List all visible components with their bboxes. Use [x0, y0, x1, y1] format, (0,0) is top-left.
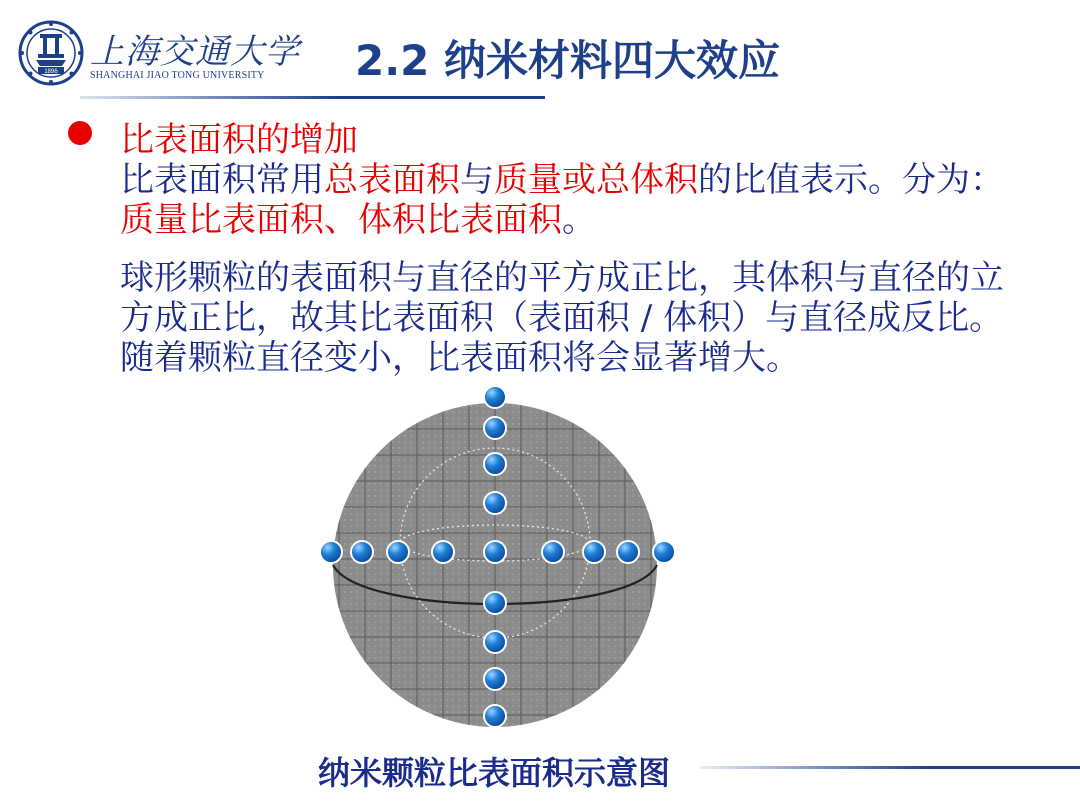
- para1-text-1: 比表面积常用: [120, 160, 324, 200]
- para1-highlight-mass-volume: 质量或总体积: [494, 160, 698, 200]
- university-emblem-icon: [18, 20, 84, 86]
- atom: [484, 631, 506, 653]
- atom: [484, 592, 506, 614]
- atom: [484, 453, 506, 475]
- university-logo: [18, 20, 300, 90]
- atom: [542, 541, 564, 563]
- definition-paragraph: [120, 160, 1010, 240]
- atom: [351, 541, 373, 563]
- atom: [484, 668, 506, 690]
- red-bullet-icon: [68, 121, 92, 145]
- atom: [583, 541, 605, 563]
- page-title: 2.2 纳米材料四大效应: [355, 36, 781, 85]
- atom: [387, 541, 409, 563]
- para1-highlight-types: 质量比表面积、体积比表面积: [120, 200, 562, 240]
- university-name-cn: 上海交通大学: [90, 32, 300, 72]
- para1-text-2: 与: [460, 160, 494, 200]
- caption-divider: [700, 766, 1080, 769]
- atom: [484, 386, 506, 408]
- atom: [432, 541, 454, 563]
- university-name-en: SHANGHAI JIAO TONG UNIVERSITY: [90, 70, 265, 81]
- atom: [617, 541, 639, 563]
- atom: [484, 541, 506, 563]
- figure-caption: 纳米颗粒比表面积示意图: [318, 754, 671, 792]
- emblem-year: 1896: [44, 69, 58, 75]
- atom: [484, 492, 506, 514]
- atom: [484, 705, 506, 727]
- para1-text-4: 。: [562, 200, 596, 240]
- para1-text-3: 的比值表示。分为：: [698, 160, 1004, 200]
- atom: [484, 417, 506, 439]
- nanoparticle-diagram: [300, 385, 700, 730]
- explanation-paragraph: 球形颗粒的表面积与直径的平方成正比，其体积与直径的立方成正比，故其比表面积（表面积 / 体积）与直径成反比。随着颗粒直径变小，比表面积将会显著增大。: [120, 258, 1004, 378]
- atom: [320, 541, 342, 563]
- para1-highlight-total-area: 总表面积: [324, 160, 460, 200]
- section-heading: 比表面积的增加: [120, 120, 358, 160]
- atom: [653, 541, 675, 563]
- title-divider: [80, 96, 545, 99]
